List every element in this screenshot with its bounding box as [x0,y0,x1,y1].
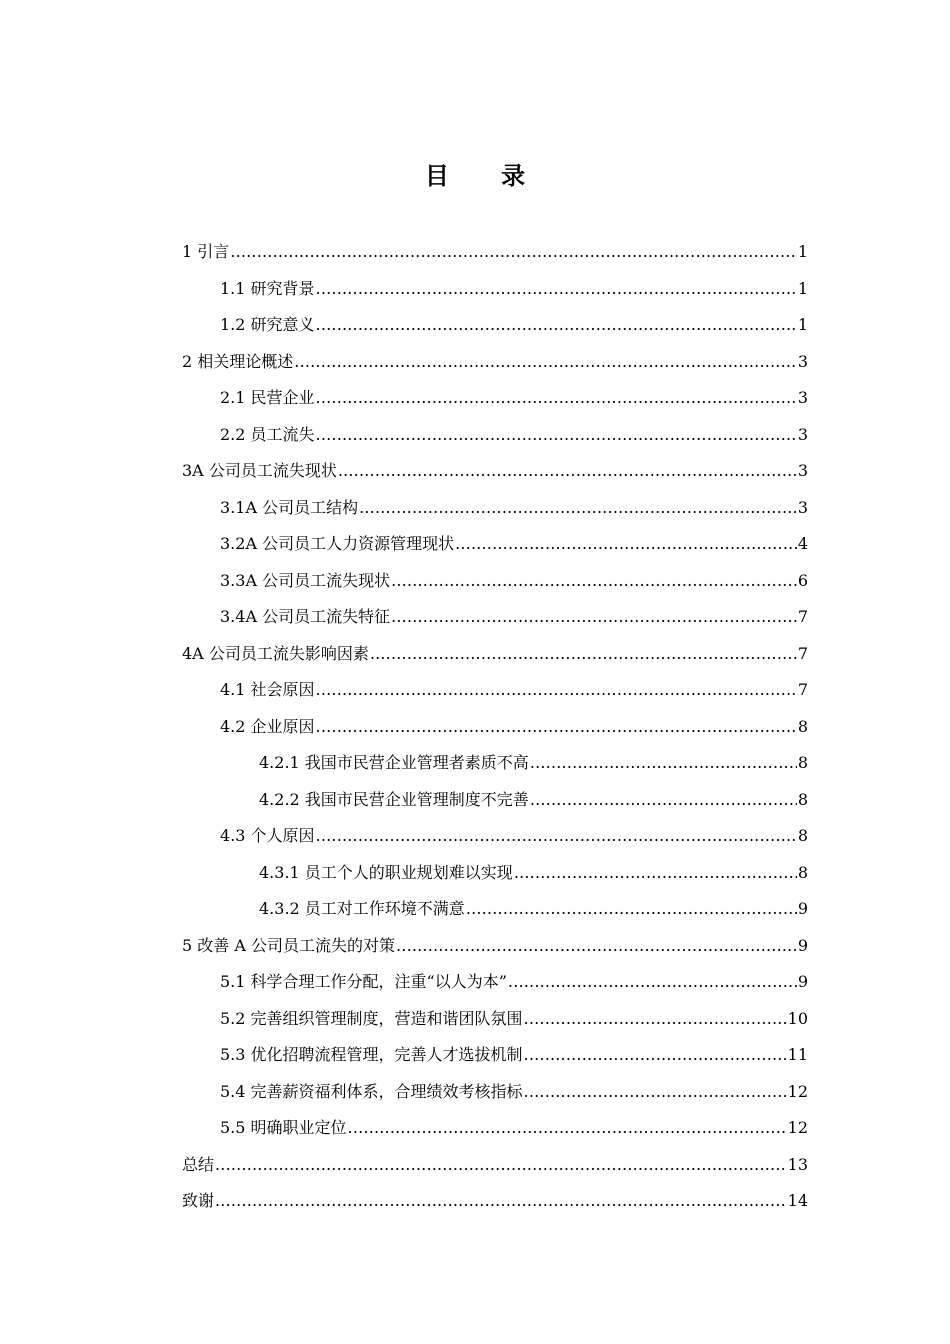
toc-entry-page-number: 9 [797,899,808,918]
toc-entry-label: 4A 公司员工流失影响因素 [182,643,369,663]
toc-entry[interactable] [182,636,808,673]
toc-entry-page-number: 4 [797,534,808,553]
toc-entry-page-number: 9 [797,972,808,991]
toc-dot-leader [508,964,797,1001]
toc-dot-leader [316,380,797,417]
toc-entry-label: 4.2 企业原因 [220,716,315,736]
toc-entry-page-number: 7 [797,607,808,626]
toc-entry-label: 5.2 完善组织管理制度，营造和谐团队氛围 [220,1008,523,1028]
toc-entry-label: 5 改善 A 公司员工流失的对策 [182,935,395,955]
toc-entry[interactable] [182,782,808,819]
toc-dot-leader [524,1001,787,1038]
toc-entry[interactable] [182,964,808,1001]
toc-entry-label: 1.1 研究背景 [220,278,315,298]
toc-dot-leader [391,563,797,600]
toc-entry-label: 2.1 民营企业 [220,388,315,407]
toc-dot-leader [215,1147,787,1184]
toc-dot-leader [530,745,797,782]
toc-dot-leader [524,1037,787,1074]
toc-entry-label: 5.5 明确职业定位 [220,1118,347,1137]
toc-entry[interactable] [182,417,808,454]
toc-entry[interactable] [182,599,808,636]
toc-entry-page-number: 8 [797,716,808,736]
toc-entry-label: 4.3.1 员工个人的职业规划难以实现 [259,862,513,882]
toc-entry-label: 4.2.2 我国市民营企业管理制度不完善 [259,789,529,809]
toc-entry-label: 4.3 个人原因 [220,826,315,845]
toc-entry-label: 5.3 优化招聘流程管理，完善人才选拔机制 [220,1045,523,1064]
toc-entry-page-number: 3 [797,461,808,480]
toc-entry[interactable] [182,1037,808,1074]
toc-dot-leader [359,490,797,527]
toc-entry-page-number: 14 [787,1191,808,1210]
toc-dot-leader [348,1110,787,1147]
toc-entry-page-number: 8 [797,789,808,809]
toc-dot-leader [514,855,797,892]
toc-entry-label: 3A 公司员工流失现状 [182,461,337,480]
toc-entry[interactable] [182,709,808,746]
toc-entry[interactable] [182,526,808,563]
toc-entry-page-number: 8 [797,753,808,772]
toc-entry[interactable] [182,563,808,600]
toc-entry-page-number: 3 [797,351,808,371]
toc-dot-leader [338,453,797,490]
toc-entry[interactable] [182,271,808,308]
toc-entry[interactable] [182,891,808,928]
toc-entry[interactable] [182,1001,808,1038]
toc-dot-leader [370,636,797,673]
toc-entry-page-number: 3 [797,388,808,407]
toc-dot-leader [316,709,797,746]
toc-dot-leader [391,599,797,636]
toc-entry-label: 1.2 研究意义 [220,315,315,334]
toc-entry-label: 3.2A 公司员工人力资源管理现状 [220,534,455,553]
toc-entry[interactable] [182,672,808,709]
toc-dot-leader [316,307,797,344]
toc-entry-label: 4.1 社会原因 [220,680,315,699]
toc-entry-label: 4.3.2 员工对工作环境不满意 [259,899,465,918]
toc-dot-leader [316,271,797,308]
toc-entry-page-number: 6 [797,570,808,590]
toc-entry[interactable] [182,1074,808,1111]
toc-entry-page-number: 1 [797,315,808,334]
toc-entry-label: 1 引言 [182,242,230,261]
toc-entry[interactable] [182,380,808,417]
toc-entry-page-number: 7 [797,643,808,663]
toc-entry[interactable] [182,818,808,855]
toc-entry-page-number: 1 [797,242,808,261]
toc-entry-label: 2 相关理论概述 [182,351,294,371]
toc-dot-leader [466,891,797,928]
toc-entry[interactable] [182,234,808,271]
toc-entry-page-number: 10 [787,1008,808,1028]
toc-entry-page-number: 3 [797,497,808,517]
toc-entry-page-number: 7 [797,680,808,699]
toc-entry[interactable] [182,928,808,965]
toc-entry[interactable] [182,490,808,527]
toc-entry-page-number: 3 [797,424,808,444]
toc-dot-leader [316,818,797,855]
toc-entry[interactable] [182,453,808,490]
toc-entry-page-number: 13 [787,1154,808,1174]
toc-title: 目 录 [424,161,548,190]
toc-dot-leader [294,344,797,381]
toc-entry[interactable] [182,1147,808,1184]
toc-list [182,234,808,1220]
toc-entry-label: 5.1 科学合理工作分配，注重“以人为本” [220,972,507,991]
toc-dot-leader [455,526,797,563]
toc-entry-page-number: 11 [787,1045,808,1064]
toc-entry-label: 总结 [182,1154,215,1174]
toc-entry-page-number: 8 [797,826,808,845]
toc-dot-leader [396,928,797,965]
toc-entry-label: 3.3A 公司员工流失现状 [220,570,391,590]
toc-entry-page-number: 12 [787,1118,808,1137]
toc-entry-page-number: 9 [797,935,808,955]
toc-entry[interactable] [182,1183,808,1220]
toc-dot-leader [316,672,797,709]
toc-entry[interactable] [182,855,808,892]
toc-entry-label: 2.2 员工流失 [220,424,315,444]
toc-entry[interactable] [182,745,808,782]
toc-entry-label: 致谢 [182,1191,215,1210]
toc-entry[interactable] [182,1110,808,1147]
toc-entry-label: 5.4 完善薪资福利体系，合理绩效考核指标 [220,1081,523,1101]
toc-dot-leader [215,1183,787,1220]
toc-entry-label: 4.2.1 我国市民营企业管理者素质不高 [259,753,529,772]
toc-entry-page-number: 12 [787,1081,808,1101]
toc-entry-page-number: 8 [797,862,808,882]
toc-dot-leader [316,417,797,454]
toc-entry[interactable] [182,307,808,344]
toc-entry-page-number: 1 [797,278,808,298]
toc-entry-label: 3.4A 公司员工流失特征 [220,607,391,626]
toc-dot-leader [524,1074,787,1111]
toc-entry[interactable] [182,344,808,381]
toc-dot-leader [530,782,797,819]
toc-dot-leader [230,234,797,271]
toc-entry-label: 3.1A 公司员工结构 [220,497,359,517]
